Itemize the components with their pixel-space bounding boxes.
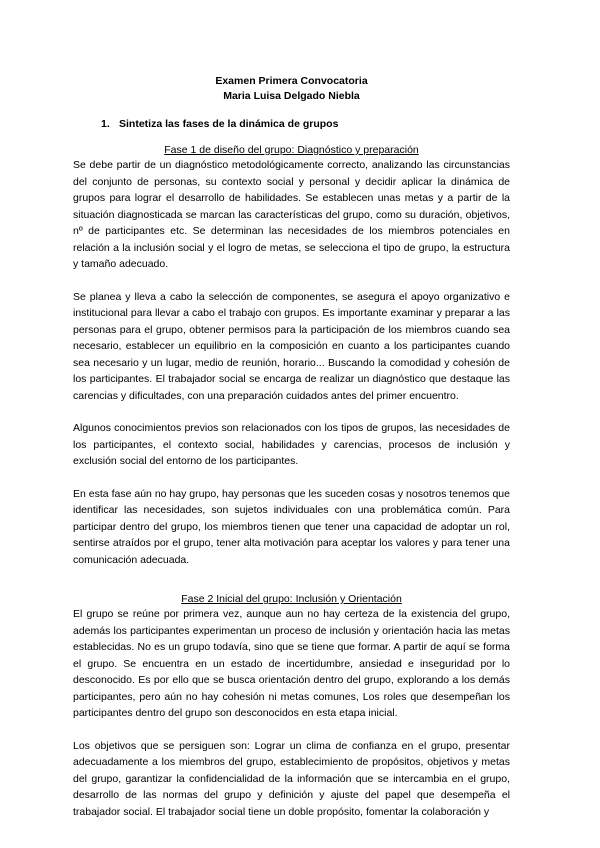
phase-2-title: Fase 2 Inicial del grupo: Inclusión y Orientación [181, 593, 402, 605]
document-title: Examen Primera Convocatoria [215, 75, 368, 87]
phase-1-title: Fase 1 de diseño del grupo: Diagnóstico y preparación [164, 144, 419, 156]
document-header [73, 74, 510, 104]
phase-2-section [73, 592, 510, 820]
phase-1-paragraph-3: Algunos conocimientos previos son relacionados con los tipos de grupos, las necesidades de los participantes, el contexto social, habilidades y carencias, procesos de inclusión y exclusión social del entorno de los participantes. [73, 422, 510, 467]
phase-1-paragraph-2: Se planea y lleva a cabo la selección de componentes, se asegura el apoyo organizativo e institucional para llevar a cabo el trabajo con grupos. Es importante examinar y preparar a las personas para el grupo, obtener permisos para la participación de los miembros cuando sea necesario, establecer un equilibrio en la composición en cuanto a los participantes cuando sea necesario y un lugar, medio de reunión, horario... Buscando la comodidad y cohesión de los participantes. El trabajador social se encarga de realizar un diagnóstico que destaque las carencias y dificultades, con una preparación cuidados antes del primer encuentro. [73, 290, 510, 402]
question-number: 1. [101, 118, 110, 130]
phase-1-paragraph-4: En esta fase aún no hay grupo, hay personas que les suceden cosas y nosotros tenemos que identificar las necesidades, son sujetos individuales con una problemática común. Para participar dentro del grupo, los miembros tienen que tener una capacidad de adoptar un rol, sentirse atraídos por el grupo, tener alta motivación para aceptar los valores y para tener una comunicación adecuada. [73, 487, 510, 566]
phase-2-paragraph-2: Los objetivos que se persiguen son: Lograr un clima de confianza en el grupo, presentar adecuadamente a los miembros del grupo, establecimiento de propósitos, objetivos y metas del grupo, garantizar la confidencialidad de la información que se intercambia en el grupo, desarrollo de las normas del grupo y definición y ajuste del papel que desempeña el trabajador social. El trabajador social tiene un doble propósito, fomentar la colaboración y [73, 739, 510, 818]
question-heading [73, 117, 510, 131]
phase-1-section [73, 143, 510, 568]
question-text: Sintetiza las fases de la dinámica de grupos [119, 118, 339, 130]
phase-2-paragraph-1: El grupo se reúne por primera vez, aunque aun no hay certeza de la existencia del grupo, además los participantes experimentan un proceso de inclusión y orientación hacia las metas establecidas. No es un grupo todavía, sino que se tiene que formar. A partir de aquí se forma el grupo. Se encuentra en un estado de incertidumbre, ansiedad e inseguridad por lo desconocido. Es por ello que se busca orientación dentro del grupo, explorando a los demás participantes, pero aún no hay cohesión ni metas comunes, Los roles que desempeñan los participantes dentro del grupo son desconocidos en esta etapa inicial. [73, 608, 510, 719]
phase-1-paragraph-1: Se debe partir de un diagnóstico metodológicamente correcto, analizando las circunstancias del conjunto de personas, su contexto social y personal y decidir aplicar la dinámica de grupos para lograr el desarrollo de habilidades. Se establecen unas metas y a partir de la situación diagnosticada se marcan las características del grupo, como su duración, objetivos, nº de participantes etc. Se determinan las necesidades de los miembros potenciales en relación a la inclusión social y el logro de metas, se selecciona el tipo de grupo, la estructura y tamaño adecuado. [73, 159, 510, 270]
document-author: Maria Luisa Delgado Niebla [223, 90, 360, 102]
